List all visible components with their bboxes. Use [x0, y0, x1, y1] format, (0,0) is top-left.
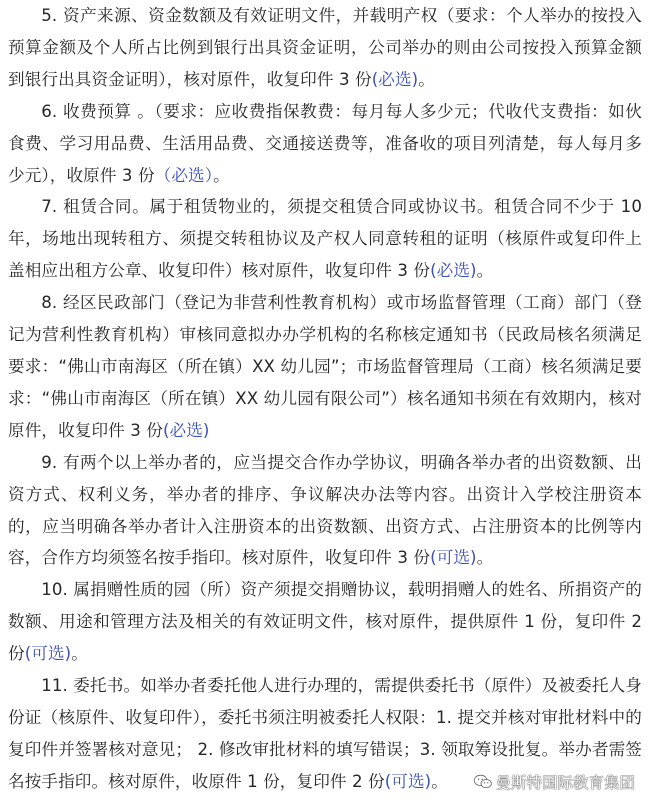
wechat-icon — [473, 774, 493, 790]
item-suffix: 。 — [431, 771, 448, 791]
optional-tag: (可选) — [384, 771, 432, 791]
item-text: 资产来源、资金数额及有效证明文件，并载明产权（要求：个人举办的按投入预算金额及个人所占比例到银行出具资金证明，公司举办的则由公司按投入预算金额到银行出具资金证明），核对原件，收复印件 3 份 — [8, 6, 642, 89]
item-number: 8. — [41, 293, 58, 313]
item-text: 收费预算 。（要求：应收费指保教费：每月每人多少元；代收代支费指：如伙食费、学习用品费、生活用品费、交通接送费等，准备收的项目列清楚，每人每月多少元），收原件 3 份 — [8, 101, 642, 185]
watermark — [473, 771, 635, 793]
optional-tag: (可选) — [24, 644, 72, 664]
item-suffix: 。 — [418, 69, 435, 89]
paragraph-7 — [8, 191, 642, 287]
required-tag: (必选) — [430, 261, 477, 281]
item-number: 9. — [41, 452, 58, 472]
item-suffix: 。 — [476, 261, 494, 281]
item-text: 委托书。如举办者委托他人进行办理的，需提供委托书（原件）及被委托人身份证（核原件、收复印件），委托书须注明被委托人权限：1. 提交并核对审批材料中的复印件并签署核对意见； 2. 修改审批材料的填写错误；3. 领取筹设批复。举办者需签名按手指印。核对原件，收原件 1 份，复印件 2 份 — [8, 676, 642, 791]
item-text: 有两个以上举办者的，应当提交合作办学协议，明确各举办者的出资数额、出资方式、权利义务，举办者的排序、争议解决办法等内容。出资计入学校注册资本的，应当明确各举办者计入注册资本的出资数额、出资方式、占注册资本的比例等内容，合作方均须签名按手指印。核对原件，收复印件 3 份 — [8, 452, 642, 568]
required-tag: （必选） — [154, 165, 214, 185]
document-body — [8, 0, 642, 798]
item-text: 租赁合同。属于租赁物业的，须提交租赁合同或协议书。租赁合同不少于 10 年，场地出现转租方、须提交转租协议及产权人同意转租的证明（核原件或复印件上盖相应出租方公章、收复印件）核对原件，收复印件 3 份 — [8, 197, 642, 281]
required-tag: (必选) — [162, 420, 210, 440]
required-tag: (必选) — [371, 69, 419, 89]
paragraph-9 — [8, 447, 642, 575]
item-number: 7. — [41, 197, 58, 217]
paragraph-6 — [8, 96, 642, 192]
item-number: 6. — [41, 101, 58, 121]
item-number: 5. — [41, 6, 58, 25]
item-text: 经区民政部门（登记为非营利性教育机构）或市场监督管理（工商）部门（登记为营利性教育机构）审核同意拟办办学机构的名称核定通知书（民政局核名须满足要求：“佛山市南海区（所在镇）XX 幼儿园”；市场监督管理局（工商）核名须满足要求：“佛山市南海区（所在镇）XX 幼儿园有限公司”）核名通知书须在有效期内，核对原件，收复印件 3 份 — [8, 293, 642, 440]
item-suffix: 。 — [476, 548, 494, 568]
paragraph-8 — [8, 287, 642, 447]
optional-tag: (可选) — [430, 548, 477, 568]
item-suffix: 。 — [71, 644, 88, 664]
paragraph-5 — [8, 0, 642, 96]
paragraph-10 — [8, 574, 642, 670]
item-number: 10. — [41, 580, 68, 600]
item-text: 属捐赠性质的园（所）资产须提交捐赠协议，载明捐赠人的姓名、所捐资产的数额、用途和管理方法及相关的有效证明文件，核对原件，提供原件 1 份，复印件 2 份 — [8, 580, 642, 664]
item-suffix: 。 — [213, 165, 230, 185]
item-number: 11. — [41, 676, 68, 696]
watermark-text: 曼斯特国际教育集团 — [495, 774, 635, 792]
